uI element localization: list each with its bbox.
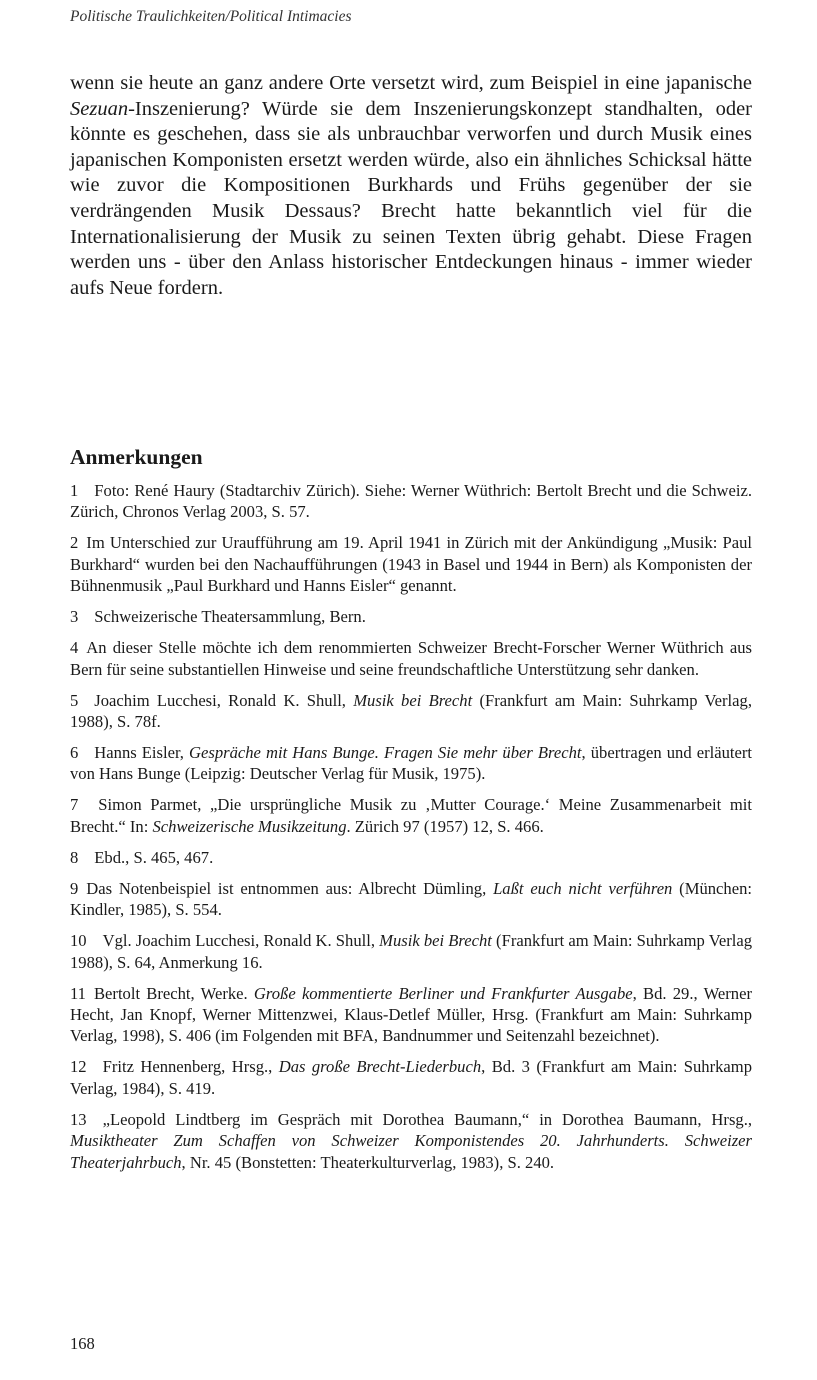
note-text: Joachim Lucchesi, Ronald K. Shull, xyxy=(94,690,354,710)
note-12 xyxy=(70,1056,752,1099)
note-text: „Leopold Lindtberg im Gespräch mit Dorothea Baumann,“ in Dorothea Baumann, Hrsg., xyxy=(102,1109,752,1129)
note-text-end: (München: Kindler, 1985), S. 554. xyxy=(70,878,752,920)
note-13 xyxy=(70,1109,752,1173)
note-title: Große kommentierte Berliner und Frankfurter Ausgabe xyxy=(253,983,633,1003)
body-text-start: wenn sie heute an ganz andere Orte versetzt wird, zum Beispiel in eine japanische xyxy=(70,72,752,94)
note-2 xyxy=(70,532,752,596)
note-number: 12 xyxy=(70,1057,87,1077)
note-number: 11 xyxy=(70,983,86,1003)
note-8 xyxy=(70,847,752,868)
note-5 xyxy=(70,690,752,733)
note-number: 6 xyxy=(70,743,79,763)
note-text: Foto: René Haury (Stadtarchiv Zürich). Siehe: Werner Wüthrich: Bertolt Brecht und die Schweiz. Zürich, Chronos Verlag 2003, S. 57. xyxy=(70,481,752,522)
body-title-sezuan: Sezuan xyxy=(70,97,129,120)
note-text: Bertolt Brecht, Werke. xyxy=(93,983,254,1003)
note-text-end: (Frankfurt am Main: Suhrkamp Verlag 1988), S. 64, Anmerkung 16. xyxy=(70,931,752,972)
note-number: 9 xyxy=(70,878,79,898)
note-text: An dieser Stelle möchte ich dem renommierten Schweizer Brecht-Forscher Werner Wüthrich aus Bern für seine substantiellen Hinweise und seine freundschaftliche Unterstützung sehr danken. xyxy=(70,638,752,679)
note-number: 5 xyxy=(70,690,79,710)
note-number: 10 xyxy=(70,931,87,951)
note-9 xyxy=(70,878,752,921)
note-number: 1 xyxy=(70,481,79,500)
note-4 xyxy=(70,637,752,680)
note-text: Das Notenbeispiel ist entnommen aus: Albrecht Dümling, xyxy=(86,878,494,898)
note-7 xyxy=(70,794,752,837)
note-text-end: . Zürich 97 (1957) 12, S. 466. xyxy=(346,816,544,836)
section-heading: Anmerkungen xyxy=(70,445,203,469)
note-number: 4 xyxy=(70,638,79,658)
note-10 xyxy=(70,930,752,973)
note-text-end: (Frankfurt am Main: Suhrkamp Verlag, 1988), S. 78f. xyxy=(70,690,752,732)
note-number: 2 xyxy=(70,533,79,553)
note-number: 3 xyxy=(70,607,79,627)
notes-list xyxy=(70,480,752,1183)
note-text: Im Unterschied zur Uraufführung am 19. April 1941 in Zürich mit der Ankündigung „Musik: Paul Burkhard“ wurden bei den Nachaufführungen (1943 in Basel und 1944 in Bern) als Komponisten der Bühnenmusik „Paul Burkhard und Hanns Eisler“ genannt. xyxy=(70,533,752,596)
note-text: Schweizerische Theatersammlung, Bern. xyxy=(94,607,366,627)
note-text: Hanns Eisler, xyxy=(94,743,190,763)
note-number: 13 xyxy=(70,1109,87,1129)
note-text: Vgl. Joachim Lucchesi, Ronald K. Shull, xyxy=(102,931,380,951)
note-title: Musik bei Brecht xyxy=(353,690,473,710)
note-text-end: , Bd. 3 (Frankfurt am Main: Suhrkamp Verlag, 1984), S. 419. xyxy=(70,1057,752,1098)
note-text-end: , Nr. 45 (Bonstetten: Theaterkulturverlag, 1983), S. 240. xyxy=(181,1152,555,1172)
note-1 xyxy=(70,480,752,523)
note-text-end: , Bd. 29., Werner Hecht, Jan Knopf, Werner Mittenzwei, Klaus-Detlef Müller, Hrsg. (Frankfurt am Main: Suhrkamp Verlag, 1998), S. 406 (im Folgenden mit BFA, Bandnummer und Seitenzahl bezeichnet). xyxy=(70,983,752,1046)
note-text: Simon Parmet, „Die ursprüngliche Musik zu ‚Mutter Courage.‘ Meine Zusammenarbeit mit Brecht.“ In: xyxy=(70,795,752,836)
note-11 xyxy=(70,983,752,1047)
page-number: 168 xyxy=(70,1334,95,1353)
note-title: Schweizerische Musikzeitung xyxy=(152,816,347,836)
body-text-rest: -Inszenierung? Würde sie dem Inszenierungskonzept standhalten, oder könnte es geschehen, dass sie als unbrauchbar verworfen und durch Musik eines japanischen Komponisten ersetzt werden würde, also ein ähnliches Schicksal hätte wie zuvor die Kompositionen Burkhards und Frühs gegenüber der sie verdrängenden Musik Dessaus? Brecht hatte bekanntlich viel für die Internationalisierung der Musik zu seinen Texten übrig gehabt. Diese Fragen werden uns - über den Anlass historischer Entdeckungen hinaus - immer wieder aufs Neue fordern. xyxy=(70,97,752,299)
note-title: Gespräche mit Hans Bunge. Fragen Sie mehr über Brecht xyxy=(189,743,582,763)
note-title: Musik bei Brecht xyxy=(379,931,492,951)
note-6 xyxy=(70,742,752,785)
note-title: Musiktheater Zum Schaffen von Schweizer Komponistendes 20. Jahrhunderts. Schweizer Theaterjahrbuch xyxy=(70,1131,752,1172)
note-number: 7 xyxy=(70,795,79,815)
note-text-end: , übertragen und erläutert von Hans Bunge (Leipzig: Deutscher Verlag für Musik, 1975). xyxy=(70,743,752,784)
body-paragraph xyxy=(70,71,752,301)
running-head: Politische Traulichkeiten/Political Intimacies xyxy=(70,8,352,25)
note-title: Das große Brecht-Liederbuch xyxy=(278,1057,482,1077)
note-title: Laßt euch nicht verführen xyxy=(493,878,673,898)
note-3 xyxy=(70,606,752,627)
note-text: Fritz Hennenberg, Hrsg., xyxy=(102,1057,279,1077)
note-number: 8 xyxy=(70,847,79,867)
note-text: Ebd., S. 465, 467. xyxy=(94,847,214,867)
